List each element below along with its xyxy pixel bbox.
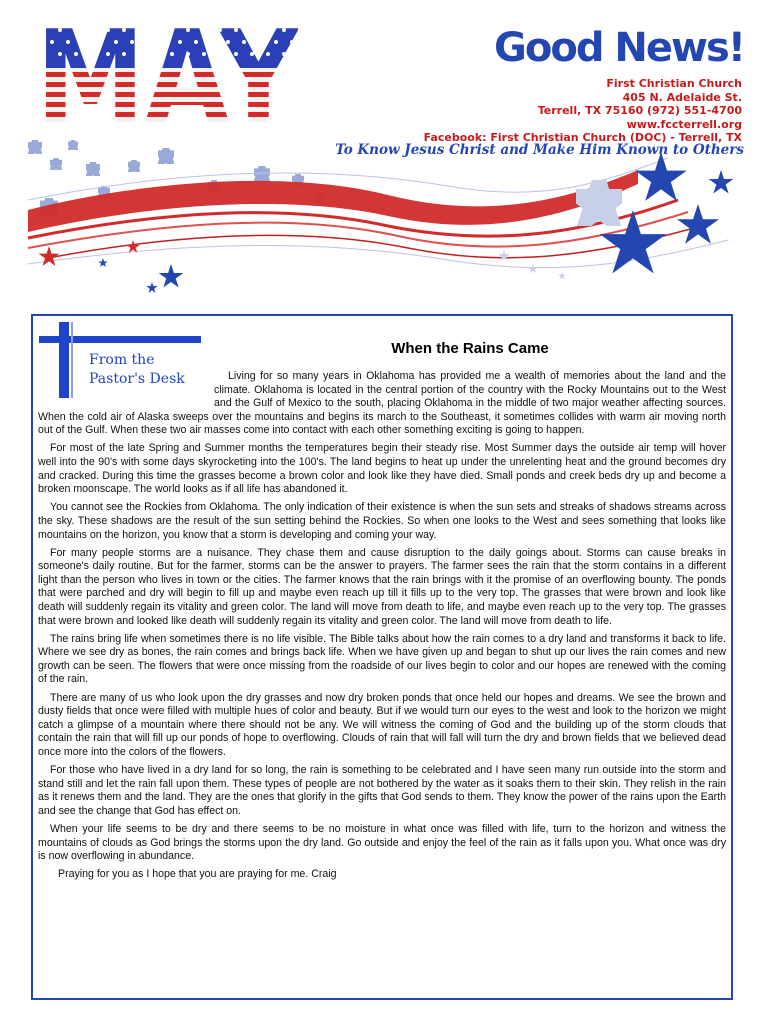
badge-line-1: From the	[89, 352, 155, 368]
church-name: First Christian Church	[606, 77, 742, 90]
article-paragraph-4: For many people storms are a nuisance. They chase them and cause disruption to the daily goings about. Storms can cause breaks in someone's daily routine. But for the farmer, storms can be the answer to prayers. The farmer sees the rain that the storm contains in a different light than the person who lives in town or the cities. The farmer knows that the rain brings with it the promise of an overflowing bounty. The ponds that were parched and dry will begin to fill up and maybe even reach up till it fills up to the very top. The grasses that were brown and look like death will suddenly regain its vitality and green color. The land will move from death to life, and maybe even reach up to the very top. The grasses that were brown and looked like death will suddenly regain its vitality and green color. The land will move from death to life.	[38, 546, 726, 627]
patriotic-banner	[28, 140, 743, 312]
church-contact-block	[424, 77, 742, 145]
article-body	[38, 370, 726, 886]
newsletter-title: Good News!	[494, 25, 744, 71]
article-paragraph-2: For most of the late Spring and Summer months the temperatures begin their steady rise. Most Summer days the outside air temp will hover well into the 90's with some days skyrocketing into the 100's. The land begins to heat up under the unrelenting heat and the ground becomes dry and cracked. During this time the grasses become a brown color and look like they have died. Small ponds and creek beds dry up and become a broken moonscape. The world looks as if all life has abandoned it.	[38, 442, 726, 496]
church-motto: To Know Jesus Christ and Make Him Known to Others	[335, 142, 744, 158]
article-signoff: Praying for you as I hope that you are praying for me. Craig	[58, 868, 337, 881]
church-address: 405 N. Adelaide St.	[622, 90, 742, 104]
article-paragraph-1: Living for so many years in Oklahoma has provided me a wealth of memories about the land and the climate. Oklahoma is located in the central portion of the country with the Rocky Mountains out to the West and the Gulf of Mexico to the south, placing Oklahoma in the middle of two major weather affecting sources. When the cold air of Alaska sweeps over the mountains and begins its march to the Southeast, it sometimes collides with warm air moving north out of the Gulf. When these two air masses come into contact with each other something exciting is going to happen.	[38, 370, 726, 437]
article-paragraph-6: There are many of us who look upon the dry grasses and now dry broken ponds that once held our hopes and dreams. We see the brown and dusty fields that once were filled with multiple hues of color and beauty. But if we would turn our eyes to the west and look to the horizon we might catch a glimpse of a mountain where there should not be any. We will witness the coming of God and the building up of the storm clouds that contain the rain that will fill up our ponds of hope to overflowing. Clouds of rain that will fall will turn the dry and brown fields that we believed dead once more into the colors of the flowers.	[38, 691, 726, 758]
article-title: When the Rains Came	[391, 340, 549, 357]
badge-line-2: Pastor's Desk	[89, 371, 185, 387]
church-facebook: Facebook: First Christian Church (DOC) - Terrell, TX	[423, 131, 742, 144]
article-paragraph-3: You cannot see the Rockies from Oklahoma. The only indication of their existence is when the sun sets and streaks of shadows streams across the sky. These shadows are the result of the sun setting behind the Rockies. So when one looks to the West and sees something that looks like mountains on the horizon, you know that a storm is developing and coming your way.	[38, 501, 726, 541]
church-city-phone: Terrell, TX 75160 (972) 551-4700	[537, 104, 742, 117]
church-website[interactable]: www.fccterrell.org	[626, 117, 742, 131]
may-flag-logo	[36, 22, 298, 126]
article-paragraph-5: The rains bring life when sometimes there is no life visible. The Bible talks about how the rain comes to a dry land and transforms it back to life. Where we see dry as bones, the rain comes and brings back life. When we have given up and began to shut up our lives the rain comes and new growth can be seen. The flowers that were once missing from the roadside of our lives begin to color and our hopes are renewed with the coming of the rain.	[38, 632, 726, 686]
article-paragraph-7: For those who have lived in a dry land for so long, the rain is something to be celebrated and I have seen many run outside into the storm and stand still and let the rain fall upon them. These types of people are not bothered by the water as it soaks them to their skin. They relish in the rain as it renews them and the land. They are the ones that glorify in the gifts that God sends to them. They know the power of the rains upon the Earth and see the change that God has effect on.	[38, 764, 726, 817]
article-paragraph-8: When your life seems to be dry and there seems to be no moisture in what once was filled with life, turn to the horizon and witness the mountains of clouds as God brings the storms upon the dry land. Go outside and enjoy the feel of the rain as it falls upon you. What once was dry is now overflowing in abundance.	[38, 822, 726, 863]
